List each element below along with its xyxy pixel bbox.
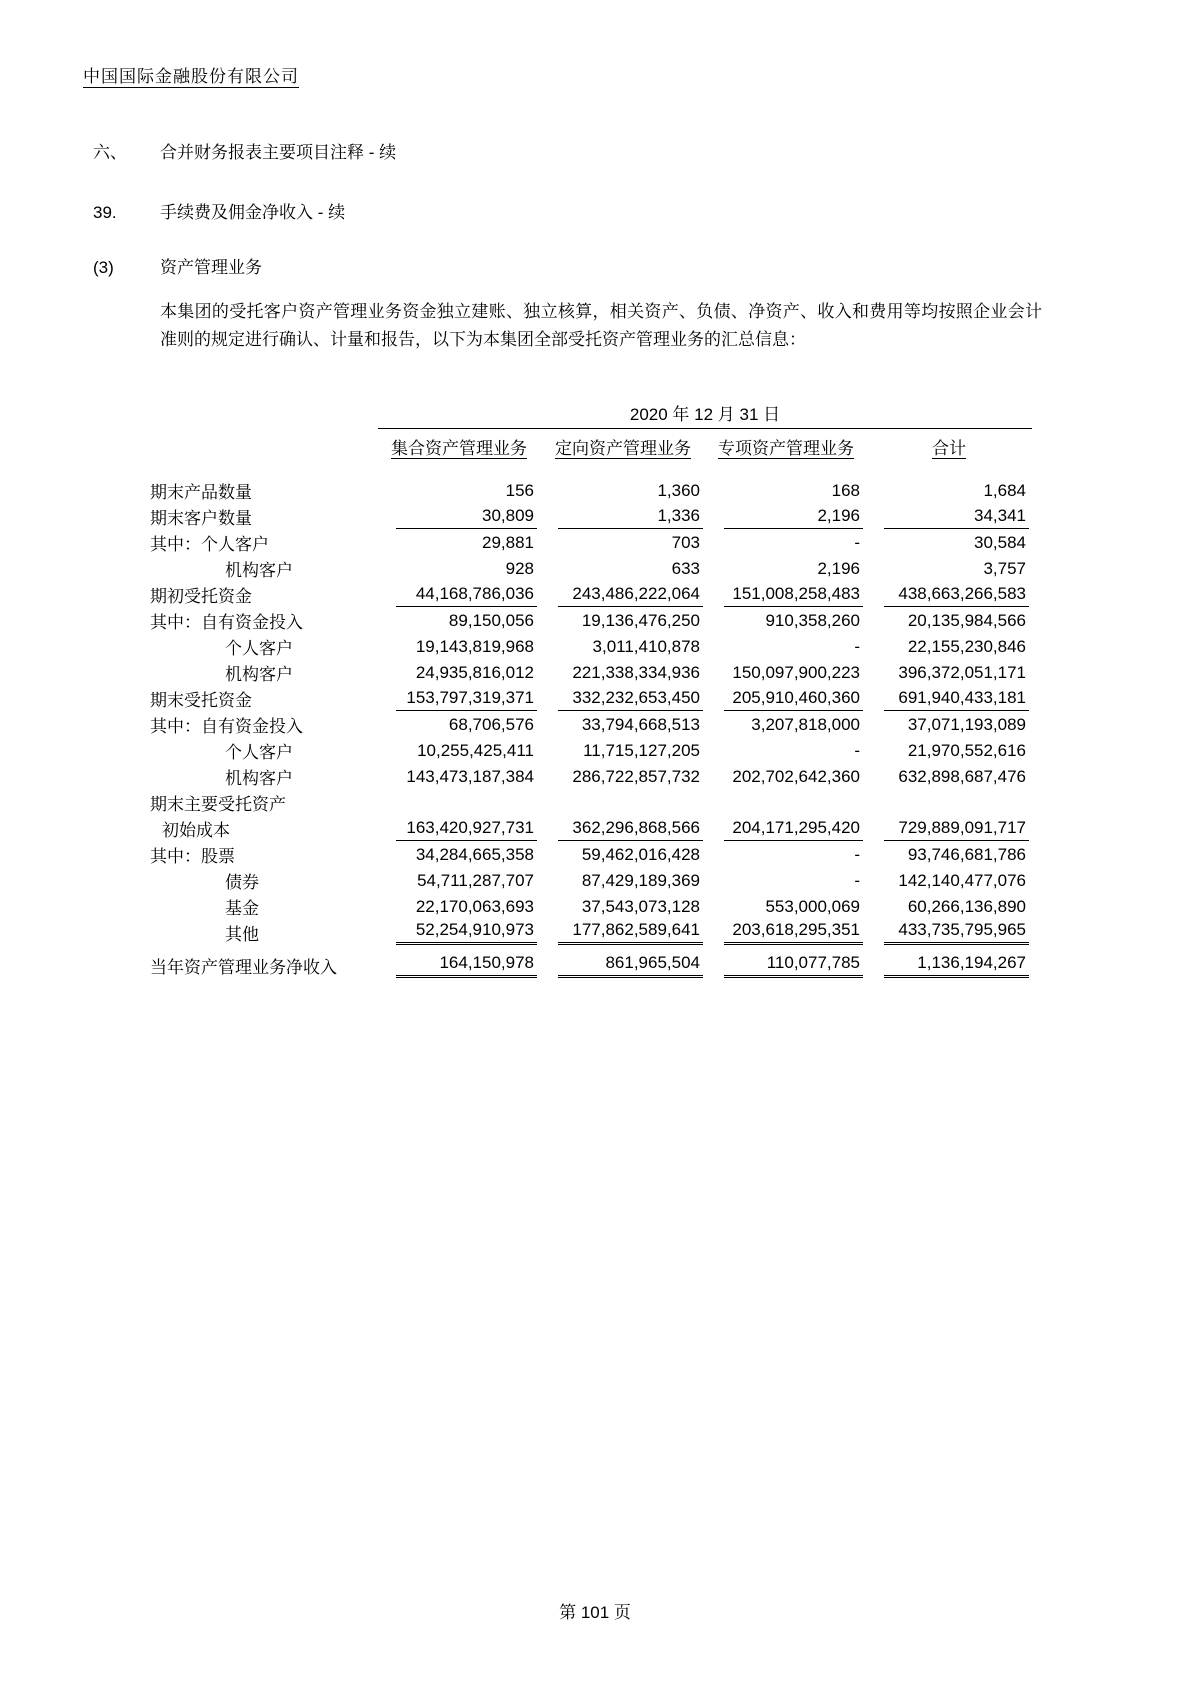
row-label: 期末产品数量 (150, 483, 252, 502)
cell-value (378, 789, 540, 815)
cell-value: 202,702,642,360 (732, 767, 860, 786)
section-number: (3) (93, 258, 114, 277)
cell-value: 221,338,334,936 (572, 663, 700, 682)
section-title: 资产管理业务 (160, 258, 262, 277)
section-number: 39. (93, 203, 117, 222)
cell-value: 93,746,681,786 (907, 845, 1027, 864)
cell-value: 29,881 (482, 533, 534, 552)
row-label: 个人客户 (225, 639, 293, 658)
cell-value: 34,284,665,358 (415, 845, 534, 864)
cell-value: 3,757 (983, 559, 1027, 578)
section-heading-level2 (93, 198, 345, 223)
cell-value: 22,155,230,846 (907, 637, 1027, 656)
column-header-targeted: 定向资产管理业务 (555, 439, 691, 458)
cell-value: 37,543,073,128 (581, 897, 700, 916)
intro-paragraph: 本集团的受托客户资产管理业务资金独立建账、独立核算，相关资产、负债、净资产、收入和费用等均按照企业会计准则的规定进行确认、计量和报告，以下为本集团全部受托资产管理业务的汇总信息： (160, 302, 1042, 349)
cell-value: 30,809 (378, 503, 540, 529)
row-label: 基金 (225, 899, 259, 918)
cell-value: 68,706,576 (448, 715, 534, 734)
section-heading-level1 (93, 138, 396, 163)
column-header-special: 专项资产管理业务 (718, 439, 854, 458)
cell-value: 861,965,504 (540, 952, 706, 978)
row-label: 期末受托资金 (150, 691, 252, 710)
row-label: 其中：自有资金投入 (150, 717, 303, 736)
cell-value: 243,486,222,064 (540, 581, 706, 607)
cell-value: 150,097,900,223 (732, 663, 860, 682)
cell-value (540, 789, 706, 815)
cell-value: 910,358,260 (765, 611, 860, 630)
cell-value: 433,735,795,965 (866, 919, 1032, 945)
column-header-total: 合计 (932, 439, 966, 458)
spacer-row (150, 945, 1032, 952)
spacer-row (150, 459, 1032, 477)
cell-value: 204,171,295,420 (706, 815, 866, 841)
row-label: 其中：自有资金投入 (150, 613, 303, 632)
cell-value: 362,296,868,566 (540, 815, 706, 841)
cell-value: 24,935,816,012 (415, 663, 534, 682)
cell-value: 10,255,425,411 (417, 741, 534, 760)
empty-cell (150, 429, 378, 459)
cell-value: 156 (505, 481, 534, 500)
table-row (150, 867, 1032, 893)
table-row (150, 815, 1032, 841)
cell-value: 1,336 (540, 503, 706, 529)
cell-value: 2,196 (817, 559, 860, 578)
table-row (150, 789, 1032, 815)
table-row (150, 685, 1032, 711)
table-row (150, 711, 1032, 737)
cell-value: - (854, 533, 860, 552)
cell-value: 30,584 (974, 533, 1027, 552)
cell-value: 21,970,552,616 (907, 741, 1027, 760)
table-row (150, 659, 1032, 685)
cell-value: 142,140,477,076 (898, 871, 1027, 890)
cell-value: 89,150,056 (448, 611, 534, 630)
table-row (150, 893, 1032, 919)
cell-value: 163,420,927,731 (378, 815, 540, 841)
column-header-row (150, 429, 1032, 459)
cell-value: 168 (831, 481, 860, 500)
cell-value: 691,940,433,181 (866, 685, 1032, 711)
table-row (150, 477, 1032, 503)
cell-value: 52,254,910,973 (378, 919, 540, 945)
row-label: 期初受托资金 (150, 587, 252, 606)
row-label: 机构客户 (225, 561, 293, 580)
cell-value: - (854, 741, 860, 760)
cell-value: - (854, 845, 860, 864)
cell-value: 153,797,319,371 (378, 685, 540, 711)
summary-table-wrapper (150, 400, 1032, 978)
cell-value: 19,143,819,968 (415, 637, 534, 656)
cell-value: 110,077,785 (706, 952, 866, 978)
cell-value: 205,910,460,360 (706, 685, 866, 711)
cell-value: 1,360 (657, 481, 700, 500)
table-row (150, 952, 1032, 978)
cell-value: 928 (505, 559, 534, 578)
table-row (150, 841, 1032, 867)
section-title: 手续费及佣金净收入 - 续 (160, 203, 346, 222)
row-label: 初始成本 (162, 821, 230, 840)
table-row (150, 763, 1032, 789)
cell-value: 396,372,051,171 (898, 663, 1027, 682)
cell-value (706, 789, 866, 815)
table-row (150, 581, 1032, 607)
cell-value: 19,136,476,250 (581, 611, 700, 630)
table-body (150, 477, 1032, 978)
empty-cell (150, 400, 378, 429)
cell-value: 151,008,258,483 (706, 581, 866, 607)
cell-value (866, 789, 1032, 815)
table-row (150, 737, 1032, 763)
cell-value: 633 (671, 559, 700, 578)
cell-value: 44,168,786,036 (378, 581, 540, 607)
row-label: 其中：个人客户 (150, 535, 269, 554)
cell-value: 332,232,653,450 (540, 685, 706, 711)
cell-value: 703 (671, 533, 700, 552)
cell-value: 3,011,410,878 (592, 637, 700, 656)
cell-value: 1,684 (983, 481, 1027, 500)
row-label: 期末主要受托资产 (150, 795, 286, 814)
cell-value: 177,862,589,641 (540, 919, 706, 945)
table-row (150, 633, 1032, 659)
row-label: 机构客户 (225, 769, 293, 788)
cell-value: 59,462,016,428 (581, 845, 700, 864)
date-header: 2020 年 12 月 31 日 (378, 400, 1032, 429)
section-heading-level3 (93, 253, 262, 278)
cell-value: 553,000,069 (765, 897, 860, 916)
section-number: 六、 (93, 143, 127, 162)
cell-value: 729,889,091,717 (866, 815, 1032, 841)
date-header-row (150, 400, 1032, 429)
cell-value: 143,473,187,384 (406, 767, 534, 786)
company-title: 中国国际金融股份有限公司 (83, 67, 299, 86)
page-number: 第 101 页 (559, 1603, 631, 1622)
table-row (150, 555, 1032, 581)
cell-value: 3,207,818,000 (751, 715, 860, 734)
cell-value: 11,715,127,205 (583, 741, 700, 760)
row-label: 个人客户 (225, 743, 293, 762)
row-label: 期末客户数量 (150, 509, 252, 528)
table-row (150, 529, 1032, 555)
cell-value: 33,794,668,513 (581, 715, 700, 734)
cell-value: - (854, 871, 860, 890)
cell-value: 438,663,266,583 (866, 581, 1032, 607)
cell-value: - (854, 637, 860, 656)
asset-management-summary-table (150, 400, 1032, 978)
table-row (150, 503, 1032, 529)
cell-value: 1,136,194,267 (866, 952, 1032, 978)
cell-value: 164,150,978 (378, 952, 540, 978)
cell-value: 60,266,136,890 (907, 897, 1027, 916)
cell-value: 286,722,857,732 (572, 767, 700, 786)
cell-value: 22,170,063,693 (415, 897, 534, 916)
cell-value: 37,071,193,089 (907, 715, 1027, 734)
cell-value: 2,196 (706, 503, 866, 529)
cell-value: 20,135,984,566 (907, 611, 1027, 630)
row-label: 其他 (225, 925, 259, 944)
row-label: 当年资产管理业务净收入 (150, 958, 337, 977)
column-header-collective: 集合资产管理业务 (391, 439, 527, 458)
row-label: 机构客户 (225, 665, 293, 684)
cell-value: 632,898,687,476 (898, 767, 1027, 786)
cell-value: 87,429,189,369 (581, 871, 700, 890)
section-title: 合并财务报表主要项目注释 - 续 (160, 143, 397, 162)
row-label: 债券 (225, 873, 259, 892)
cell-value: 203,618,295,351 (706, 919, 866, 945)
row-label: 其中：股票 (150, 847, 235, 866)
cell-value: 34,341 (866, 503, 1032, 529)
table-row (150, 919, 1032, 945)
cell-value: 54,711,287,707 (417, 871, 534, 890)
table-row (150, 607, 1032, 633)
